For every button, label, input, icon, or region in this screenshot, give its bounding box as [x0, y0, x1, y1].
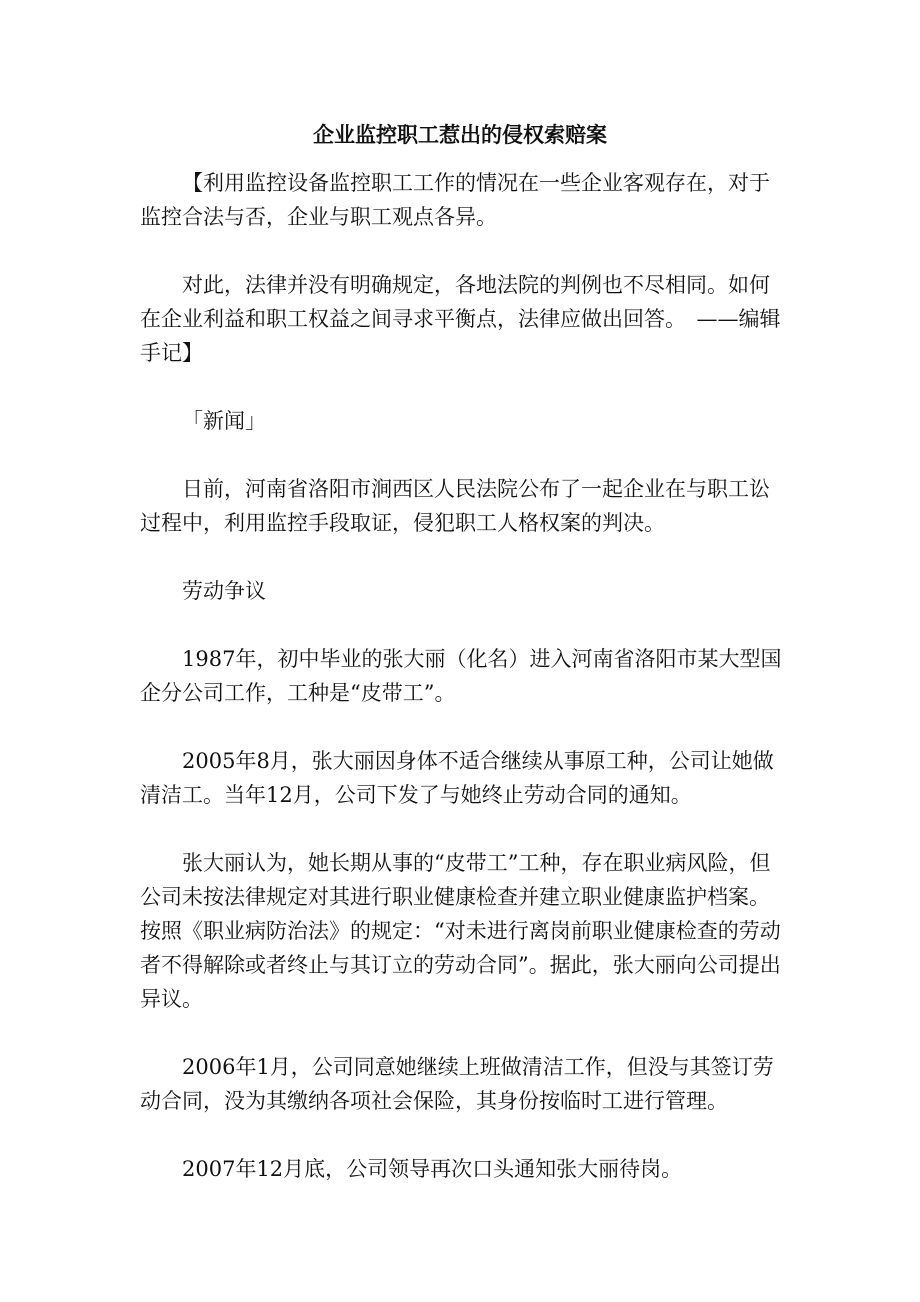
- editor-note-intro: 【利用监控设备监控职工工作的情况在一些企业客观存在，对于监控合法与否，企业与职工观点各异。: [140, 171, 770, 229]
- paragraph-occupational-disease: 张大丽认为，她长期从事的“皮带工”工种，存在职业病风险，但公司未按法律规定对其进行职业健康检查并建立职业健康监护档案。按照《职业病防治法》的规定：“对未进行离岗前职业健康检查的劳动者不得解除或者终止与其订立的劳动合同”。据此，张大丽向公司提出异议。: [140, 851, 781, 1011]
- news-lead-paragraph: 日前，河南省洛阳市涧西区人民法院公布了一起企业在与职工讼过程中，利用监控手段取证，侵犯职工人格权案的判决。: [140, 477, 770, 535]
- paragraph-2006: 2006年1月，公司同意她继续上班做清洁工作，但没与其签订劳动合同，没为其缴纳各项社会保险，其身份按临时工进行管理。: [140, 1055, 774, 1113]
- paragraph-2005: 2005年8月，张大丽因身体不适合继续从事原工种，公司让她做清洁工。当年12月，公司下发了与她终止劳动合同的通知。: [140, 749, 774, 807]
- section-label-news: 「新闻」: [182, 409, 266, 433]
- editor-note-body: 对此，法律并没有明确规定，各地法院的判例也不尽相同。如何在企业利益和职工权益之间寻求平衡点，法律应做出回答。 ——编辑手记】: [140, 273, 781, 365]
- paragraph-1987: 1987年，初中毕业的张大丽（化名）进入河南省洛阳市某大型国企分公司工作，工种是“皮带工”。: [140, 647, 782, 705]
- section-heading-labor-dispute: 劳动争议: [182, 579, 266, 603]
- document-title: 企业监控职工惹出的侵权索赔案: [313, 122, 607, 147]
- paragraph-2007: 2007年12月底，公司领导再次口头通知张大丽待岗。: [182, 1157, 683, 1181]
